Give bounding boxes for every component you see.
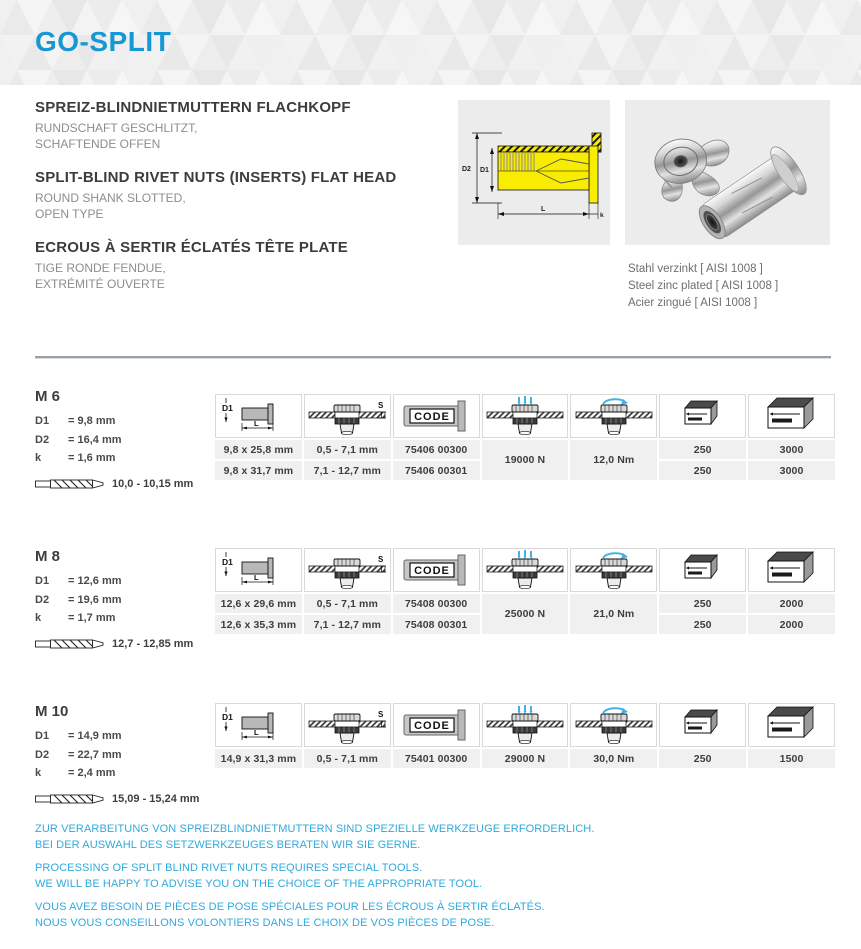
small-box-icon (659, 394, 746, 438)
technical-drawing (458, 100, 610, 245)
cell-tensile: 19000 N (482, 440, 569, 480)
cell-qty-small: 250 (659, 749, 746, 768)
size-label-m6: M 6 (35, 388, 61, 405)
specs-m6 (35, 412, 122, 468)
small-box-icon (659, 548, 746, 592)
cell-tensile: 29000 N (482, 749, 569, 768)
icon-label-s: S (378, 555, 384, 564)
description-fr (35, 239, 445, 292)
spec-value: = 1,6 mm (68, 452, 116, 464)
spec-row (35, 572, 122, 591)
code-stamp-icon (393, 548, 480, 592)
spec-value: = 22,7 mm (68, 748, 122, 761)
spec-label: D1 (35, 415, 50, 427)
cell-grip: 0,5 - 7,1 mm (304, 749, 391, 768)
dimensions-diagram-icon (215, 548, 302, 592)
cell-code: 75408 00301 (393, 615, 480, 634)
cell-qty-small: 250 (659, 615, 746, 634)
spec-label: D2 (35, 748, 50, 761)
cell-grip: 0,5 - 7,1 mm (304, 594, 391, 613)
small-box-icon (659, 703, 746, 747)
grip-range-icon (304, 394, 391, 438)
spec-label: D1 (35, 575, 50, 587)
note-en-line1: PROCESSING OF SPLIT BLIND RIVET NUTS REQUIRES SPECIAL TOOLS. (35, 862, 423, 874)
note-de-line1: ZUR VERARBEITUNG VON SPREIZBLINDNIETMUTTERN SIND SPEZIELLE WERKZEUGE ERFORDERLICH. (35, 823, 595, 835)
specs-m8 (35, 572, 122, 628)
spec-row (35, 727, 122, 746)
cell-grip: 0,5 - 7,1 mm (304, 440, 391, 459)
description-en-line1: ROUND SHANK SLOTTED, (35, 191, 186, 205)
section-divider (35, 356, 831, 359)
icon-label-code: CODE (414, 411, 451, 423)
cell-torque: 12,0 Nm (570, 440, 657, 480)
description-fr-title: ECROUS À SERTIR ÉCLATÉS TÊTE PLATE (35, 239, 348, 256)
drill-range: 15,09 - 15,24 mm (112, 793, 200, 805)
cell-tensile: 25000 N (482, 594, 569, 634)
table-m8 (215, 548, 835, 634)
icon-label-s: S (378, 401, 384, 410)
cell-code: 75406 00300 (393, 440, 480, 459)
description-fr-line2: EXTRÉMITÉ OUVERTE (35, 277, 165, 291)
tensile-load-icon (482, 394, 569, 438)
tightening-torque-icon (570, 703, 657, 747)
spec-row (35, 746, 122, 765)
cell-dims: 12,6 x 35,3 mm (215, 615, 302, 634)
description-de-line1: RUNDSCHAFT GESCHLITZT, (35, 121, 198, 135)
large-box-icon (748, 394, 835, 438)
cell-code: 75406 00301 (393, 461, 480, 480)
section-m8 (35, 548, 205, 668)
cell-torque: 30,0 Nm (570, 749, 657, 768)
tensile-load-icon (482, 703, 569, 747)
description-en-line2: OPEN TYPE (35, 207, 104, 221)
tightening-torque-icon (570, 394, 657, 438)
description-en-title: SPLIT-BLIND RIVET NUTS (INSERTS) FLAT HEAD (35, 169, 397, 186)
section-m6 (35, 388, 205, 508)
section-m10 (35, 703, 205, 823)
spec-label: D2 (35, 593, 50, 606)
icon-label-s: S (378, 710, 384, 719)
cell-qty-large: 3000 (748, 440, 835, 459)
material-en: Steel zinc plated [ AISI 1008 ] (628, 280, 779, 292)
table-m10 (215, 703, 835, 768)
grip-range-icon (304, 703, 391, 747)
note-fr (35, 899, 675, 931)
tooling-notes (35, 821, 675, 938)
drawing-label-l: L (541, 206, 546, 213)
icon-label-l: L (254, 728, 260, 737)
note-de-line2: BEI DER AUSWAHL DES SETZWERKZEUGES BERATEN WIR SIE GERNE. (35, 839, 421, 851)
code-stamp-icon (393, 703, 480, 747)
tightening-torque-icon (570, 548, 657, 592)
cell-dims: 9,8 x 31,7 mm (215, 461, 302, 480)
description-de-line2: SCHAFTENDE OFFEN (35, 137, 161, 151)
material-de: Stahl verzinkt [ AISI 1008 ] (628, 263, 763, 275)
drill-size-m6 (35, 478, 193, 490)
drill-range: 12,7 - 12,85 mm (112, 638, 194, 650)
code-stamp-icon (393, 394, 480, 438)
drawing-label-k: k (600, 212, 604, 219)
icon-label-l: L (254, 573, 260, 582)
description-de (35, 99, 445, 152)
tensile-load-icon (482, 548, 569, 592)
spec-row (35, 764, 122, 783)
cell-qty-small: 250 (659, 461, 746, 480)
material-fr: Acier zingué [ AISI 1008 ] (628, 297, 758, 309)
spec-label: k (35, 767, 42, 779)
spec-label: D1 (35, 730, 50, 742)
icon-label-d1: D1 (222, 403, 234, 413)
cell-grip: 7,1 - 12,7 mm (304, 615, 391, 634)
drawing-label-d2: D2 (462, 166, 471, 173)
spec-label: D2 (35, 433, 50, 446)
cell-qty-large: 2000 (748, 594, 835, 613)
cell-qty-large: 2000 (748, 615, 835, 634)
drawing-label-d1: D1 (480, 167, 489, 174)
cell-qty-small: 250 (659, 440, 746, 459)
cell-grip: 7,1 - 12,7 mm (304, 461, 391, 480)
cell-code: 75408 00300 (393, 594, 480, 613)
spec-row (35, 591, 122, 610)
cell-dims: 14,9 x 31,3 mm (215, 749, 302, 768)
page-title: GO-SPLIT (35, 26, 172, 57)
material-spec (628, 261, 778, 312)
spec-value: = 14,9 mm (68, 730, 122, 742)
dimensions-diagram-icon (215, 394, 302, 438)
description-en (35, 169, 445, 222)
drill-size-m8 (35, 638, 193, 650)
drill-size-m10 (35, 793, 199, 805)
icon-label-code: CODE (414, 565, 451, 577)
size-label-m10: M 10 (35, 703, 69, 720)
spec-row (35, 431, 122, 450)
grip-range-icon (304, 548, 391, 592)
cross-section-drawing (458, 100, 610, 245)
spec-value: = 19,6 mm (68, 593, 122, 606)
drill-range: 10,0 - 10,15 mm (112, 478, 194, 490)
spec-value: = 9,8 mm (68, 415, 116, 427)
spec-label: k (35, 612, 42, 624)
icon-label-d1: D1 (222, 557, 234, 567)
note-en (35, 860, 675, 892)
description-de-title: SPREIZ-BLINDNIETMUTTERN FLACHKOPF (35, 99, 351, 116)
table-m6 (215, 394, 835, 480)
spec-row (35, 412, 122, 431)
cell-dims: 9,8 x 25,8 mm (215, 440, 302, 459)
cell-qty-large: 3000 (748, 461, 835, 480)
cell-qty-large: 1500 (748, 749, 835, 768)
spec-value: = 1,7 mm (68, 612, 116, 624)
large-box-icon (748, 703, 835, 747)
size-label-m8: M 8 (35, 548, 61, 565)
spec-value: = 2,4 mm (68, 767, 116, 779)
icon-label-code: CODE (414, 720, 451, 732)
note-fr-line1: VOUS AVEZ BESOIN DE PIÈCES DE POSE SPÉCIALES POUR LES ÉCROUS À SERTIR ÉCLATÉS. (35, 901, 545, 913)
cell-dims: 12,6 x 29,6 mm (215, 594, 302, 613)
note-de (35, 821, 675, 853)
cell-qty-small: 250 (659, 594, 746, 613)
product-descriptions (35, 99, 445, 309)
icon-label-d1: D1 (222, 712, 234, 722)
spec-value: = 12,6 mm (68, 575, 122, 587)
large-box-icon (748, 548, 835, 592)
spec-row (35, 449, 122, 468)
product-photo (625, 100, 830, 245)
drill-bit-icon (35, 793, 105, 805)
spec-value: = 16,4 mm (68, 433, 122, 446)
spec-row (35, 609, 122, 628)
note-fr-line2: NOUS VOUS CONSEILLONS VOLONTIERS DANS LE CHOIX DE VOS PIÈCES DE POSE. (35, 917, 495, 929)
description-fr-line1: TIGE RONDE FENDUE, (35, 261, 166, 275)
icon-label-l: L (254, 419, 260, 428)
cell-torque: 21,0 Nm (570, 594, 657, 634)
drill-bit-icon (35, 478, 105, 490)
spec-label: k (35, 452, 42, 464)
drill-bit-icon (35, 638, 105, 650)
cell-code: 75401 00300 (393, 749, 480, 768)
dimensions-diagram-icon (215, 703, 302, 747)
rivet-nuts-photo-illustration (625, 100, 830, 245)
note-en-line2: WE WILL BE HAPPY TO ADVISE YOU ON THE CHOICE OF THE APPROPRIATE TOOL. (35, 878, 483, 890)
specs-m10 (35, 727, 122, 783)
